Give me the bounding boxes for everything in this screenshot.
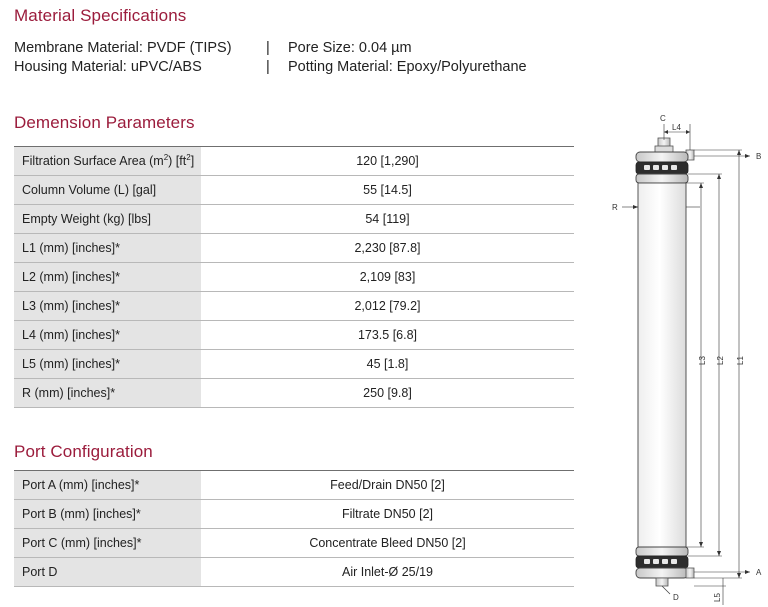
row-label: Port D bbox=[14, 558, 201, 587]
table-row bbox=[14, 500, 574, 529]
dim-label-r: R bbox=[612, 203, 618, 212]
dim-label-l2: L2 bbox=[716, 356, 725, 365]
material-spec-lines bbox=[14, 39, 527, 77]
top-end-cap bbox=[636, 152, 688, 183]
row-value: 120 [1,290] bbox=[201, 147, 574, 176]
dim-label-l3: L3 bbox=[698, 356, 707, 365]
table-row bbox=[14, 263, 574, 292]
table-row bbox=[14, 471, 574, 500]
dim-label-l1: L1 bbox=[736, 356, 745, 365]
table-row bbox=[14, 379, 574, 408]
dim-label-d: D bbox=[673, 593, 679, 602]
port-c-fitting bbox=[655, 138, 673, 152]
spec-row bbox=[14, 58, 527, 77]
row-label: L1 (mm) [inches]* bbox=[14, 234, 201, 263]
table-row bbox=[14, 205, 574, 234]
housing-material-text: Housing Material: uPVC/ABS bbox=[14, 59, 202, 75]
row-label bbox=[14, 147, 201, 176]
potting-material-text: Potting Material: Epoxy/Polyurethane bbox=[288, 59, 527, 75]
dim-label-a: A bbox=[756, 568, 762, 577]
membrane-material-text: Membrane Material: PVDF (TIPS) bbox=[14, 40, 232, 56]
material-specifications-title: Material Specifications bbox=[14, 6, 187, 25]
row-value: 45 [1.8] bbox=[201, 350, 574, 379]
label-part: Filtration Surface Area (m bbox=[22, 154, 164, 168]
row-label: Empty Weight (kg) [lbs] bbox=[14, 205, 201, 234]
row-label: Column Volume (L) [gal] bbox=[14, 176, 201, 205]
row-value: 173.5 [6.8] bbox=[201, 321, 574, 350]
row-value: Filtrate DN50 [2] bbox=[201, 500, 574, 529]
table-row bbox=[14, 350, 574, 379]
separator: | bbox=[266, 59, 270, 75]
module-housing-tube bbox=[638, 183, 686, 547]
dim-label-b: B bbox=[756, 152, 762, 161]
dim-label-l4: L4 bbox=[672, 123, 681, 132]
row-label: L4 (mm) [inches]* bbox=[14, 321, 201, 350]
table-row bbox=[14, 234, 574, 263]
port-a-fitting bbox=[686, 568, 694, 578]
row-value: Air Inlet-Ø 25/19 bbox=[201, 558, 574, 587]
row-value: 2,109 [83] bbox=[201, 263, 574, 292]
pore-size-text: Pore Size: 0.04 µm bbox=[288, 40, 412, 56]
row-label: L2 (mm) [inches]* bbox=[14, 263, 201, 292]
superscript: 2 bbox=[186, 153, 191, 162]
port-configuration-title: Port Configuration bbox=[14, 442, 153, 461]
dim-label-l5: L5 bbox=[713, 593, 722, 602]
row-label: Port C (mm) [inches]* bbox=[14, 529, 201, 558]
table-row bbox=[14, 558, 574, 587]
row-label: Port A (mm) [inches]* bbox=[14, 471, 201, 500]
dimension-parameters-title: Demension Parameters bbox=[14, 113, 195, 132]
row-value: 54 [119] bbox=[201, 205, 574, 234]
bottom-end-cap bbox=[636, 547, 688, 578]
table-row bbox=[14, 176, 574, 205]
row-label: Port B (mm) [inches]* bbox=[14, 500, 201, 529]
separator: | bbox=[266, 40, 270, 56]
port-table bbox=[14, 470, 574, 587]
table-row bbox=[14, 292, 574, 321]
table-row bbox=[14, 147, 574, 176]
dimension-table bbox=[14, 146, 574, 408]
row-label: L3 (mm) [inches]* bbox=[14, 292, 201, 321]
row-value: 2,012 [79.2] bbox=[201, 292, 574, 321]
superscript: 2 bbox=[163, 153, 169, 162]
label-part: ) [ft bbox=[168, 154, 187, 168]
table-row bbox=[14, 529, 574, 558]
row-value: 2,230 [87.8] bbox=[201, 234, 574, 263]
row-value: 55 [14.5] bbox=[201, 176, 574, 205]
module-dimension-diagram bbox=[600, 110, 768, 605]
row-label: R (mm) [inches]* bbox=[14, 379, 201, 408]
row-value: 250 [9.8] bbox=[201, 379, 574, 408]
dim-label-c: C bbox=[660, 114, 666, 123]
row-label: L5 (mm) [inches]* bbox=[14, 350, 201, 379]
label-part: ] bbox=[190, 154, 195, 168]
port-d-fitting bbox=[656, 578, 670, 594]
row-value: Concentrate Bleed DN50 [2] bbox=[201, 529, 574, 558]
table-row bbox=[14, 321, 574, 350]
row-value: Feed/Drain DN50 [2] bbox=[201, 471, 574, 500]
spec-row bbox=[14, 39, 527, 58]
